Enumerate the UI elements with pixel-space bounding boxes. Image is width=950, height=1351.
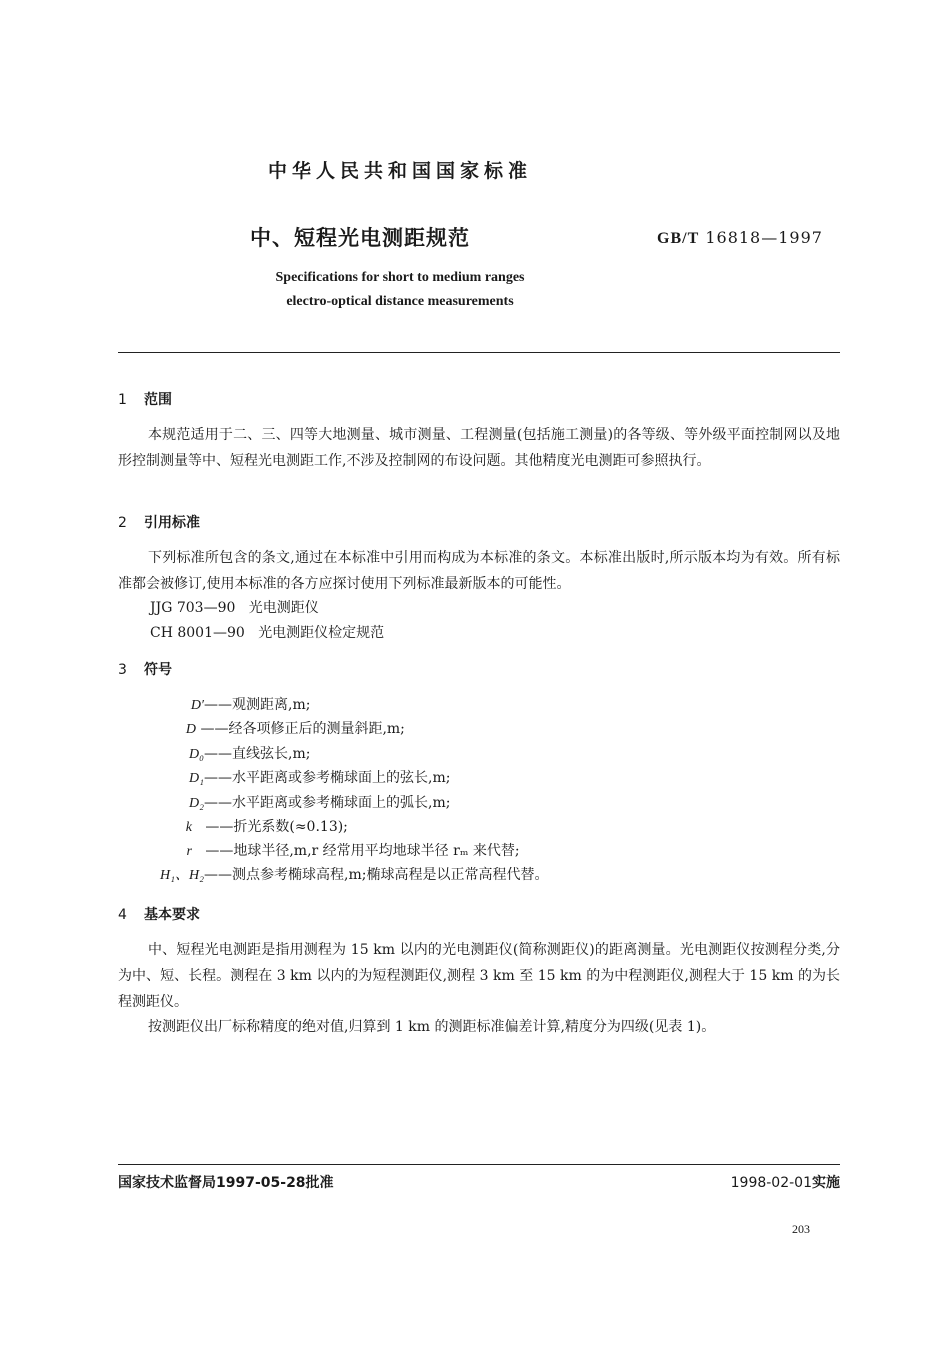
section-title: 范围: [144, 392, 172, 408]
reference-item: [150, 622, 384, 642]
section-2-heading: [118, 512, 200, 532]
reference-code: CH 8001—90: [150, 625, 245, 641]
page-number: 203: [792, 1222, 810, 1236]
section-number: 4: [118, 907, 127, 923]
symbol-description: ——直线弦长,m;: [204, 746, 311, 762]
symbol-row: [140, 743, 310, 763]
symbol-description: ——测点参考椭球高程,m;椭球高程是以正常高程代替。: [204, 867, 549, 883]
reference-code: JJG 703—90: [150, 600, 236, 616]
approval-note: 国家技术监督局1997-05-28批准: [118, 1175, 334, 1191]
implementation-note: [731, 1172, 840, 1192]
section-4-paragraph-2: 按测距仪出厂标称精度的绝对值,归算到 1 km 的测距标准偏差计算,精度分为四级(见表 1)。: [148, 1019, 716, 1035]
section-1-paragraph: 本规范适用于二、三、四等大地测量、城市测量、工程测量(包括施工测量)的各等级、等外级平面控制网以及地形控制测量等中、短程光电测距工作,不涉及控制网的布设问题。其他精度光电测距可参照执行。: [118, 427, 840, 469]
symbol-row: [140, 864, 548, 884]
symbol-row: [140, 816, 348, 836]
standard-number: [657, 228, 823, 248]
symbol-description: ——观测距离,m;: [204, 697, 311, 713]
english-title-line-2: electro-optical distance measurements: [286, 294, 514, 309]
implementation-label: 实施: [812, 1175, 840, 1191]
standard-prefix: GB/T: [657, 230, 700, 247]
section-title: 基本要求: [144, 907, 200, 923]
symbol-row: [140, 767, 450, 787]
symbol-row: [140, 694, 310, 714]
section-4-heading: [118, 904, 200, 924]
document-title: 中、短程光电测距规范: [250, 226, 470, 250]
section-title: 引用标准: [144, 515, 200, 531]
symbol: r: [186, 844, 192, 859]
section-4-paragraph-1: 中、短程光电测距是指用测程为 15 km 以内的光电测距仪(简称测距仪)的距离测量。光电测距仪按测程分类,分为中、短、长程。测程在 3 km 以内的为短程测距仪,测程 3 km 至 15 km 的为中程测距仪,测程大于 15 km 的为长程测距仪。: [118, 942, 840, 1010]
symbol-description: ——水平距离或参考椭球面上的弧长,m;: [204, 795, 451, 811]
footer-divider: [118, 1164, 840, 1165]
standard-code: 16818—1997: [705, 228, 823, 247]
symbol: D′: [190, 698, 204, 713]
section-number: 3: [118, 662, 127, 678]
symbol: D₁: [189, 771, 204, 786]
symbol-row: [140, 840, 520, 860]
english-title-line-1: Specifications for short to medium ranges: [275, 270, 525, 285]
symbol: D₂: [189, 796, 204, 811]
symbol-description: ——折光系数(≈0.13);: [205, 819, 348, 835]
symbol-row: [140, 792, 450, 812]
reference-name: 光电测距仪检定规范: [258, 625, 385, 641]
country-standard-heading: 中华人民共和国国家标准: [267, 160, 532, 182]
reference-item: [150, 597, 319, 617]
section-2-paragraph: 下列标准所包含的条文,通过在本标准中引用而构成为本标准的条文。本标准出版时,所示版本均为有效。所有标准都会被修订,使用本标准的各方应探讨使用下列标准最新版本的可能性。: [118, 550, 840, 592]
section-1-heading: [118, 389, 172, 409]
symbol-description: ——地球半径,m,r 经常用平均地球半径 rₘ 来代替;: [205, 843, 520, 859]
symbol-description: ——水平距离或参考椭球面上的弦长,m;: [204, 770, 451, 786]
symbol: H₁、H₂: [160, 868, 204, 883]
reference-name: 光电测距仪: [248, 600, 319, 616]
section-number: 2: [118, 515, 127, 531]
header-divider: [118, 352, 840, 353]
section-title: 符号: [144, 662, 172, 678]
symbol: D₀: [189, 747, 204, 762]
section-3-heading: [118, 659, 172, 679]
symbol-description: ——经各项修正后的测量斜距,m;: [200, 721, 405, 737]
symbol-row: [140, 718, 405, 738]
symbol: k: [185, 820, 192, 835]
section-number: 1: [118, 392, 127, 408]
implementation-date: 1998-02-01: [730, 1175, 812, 1191]
symbol: D: [185, 722, 196, 737]
